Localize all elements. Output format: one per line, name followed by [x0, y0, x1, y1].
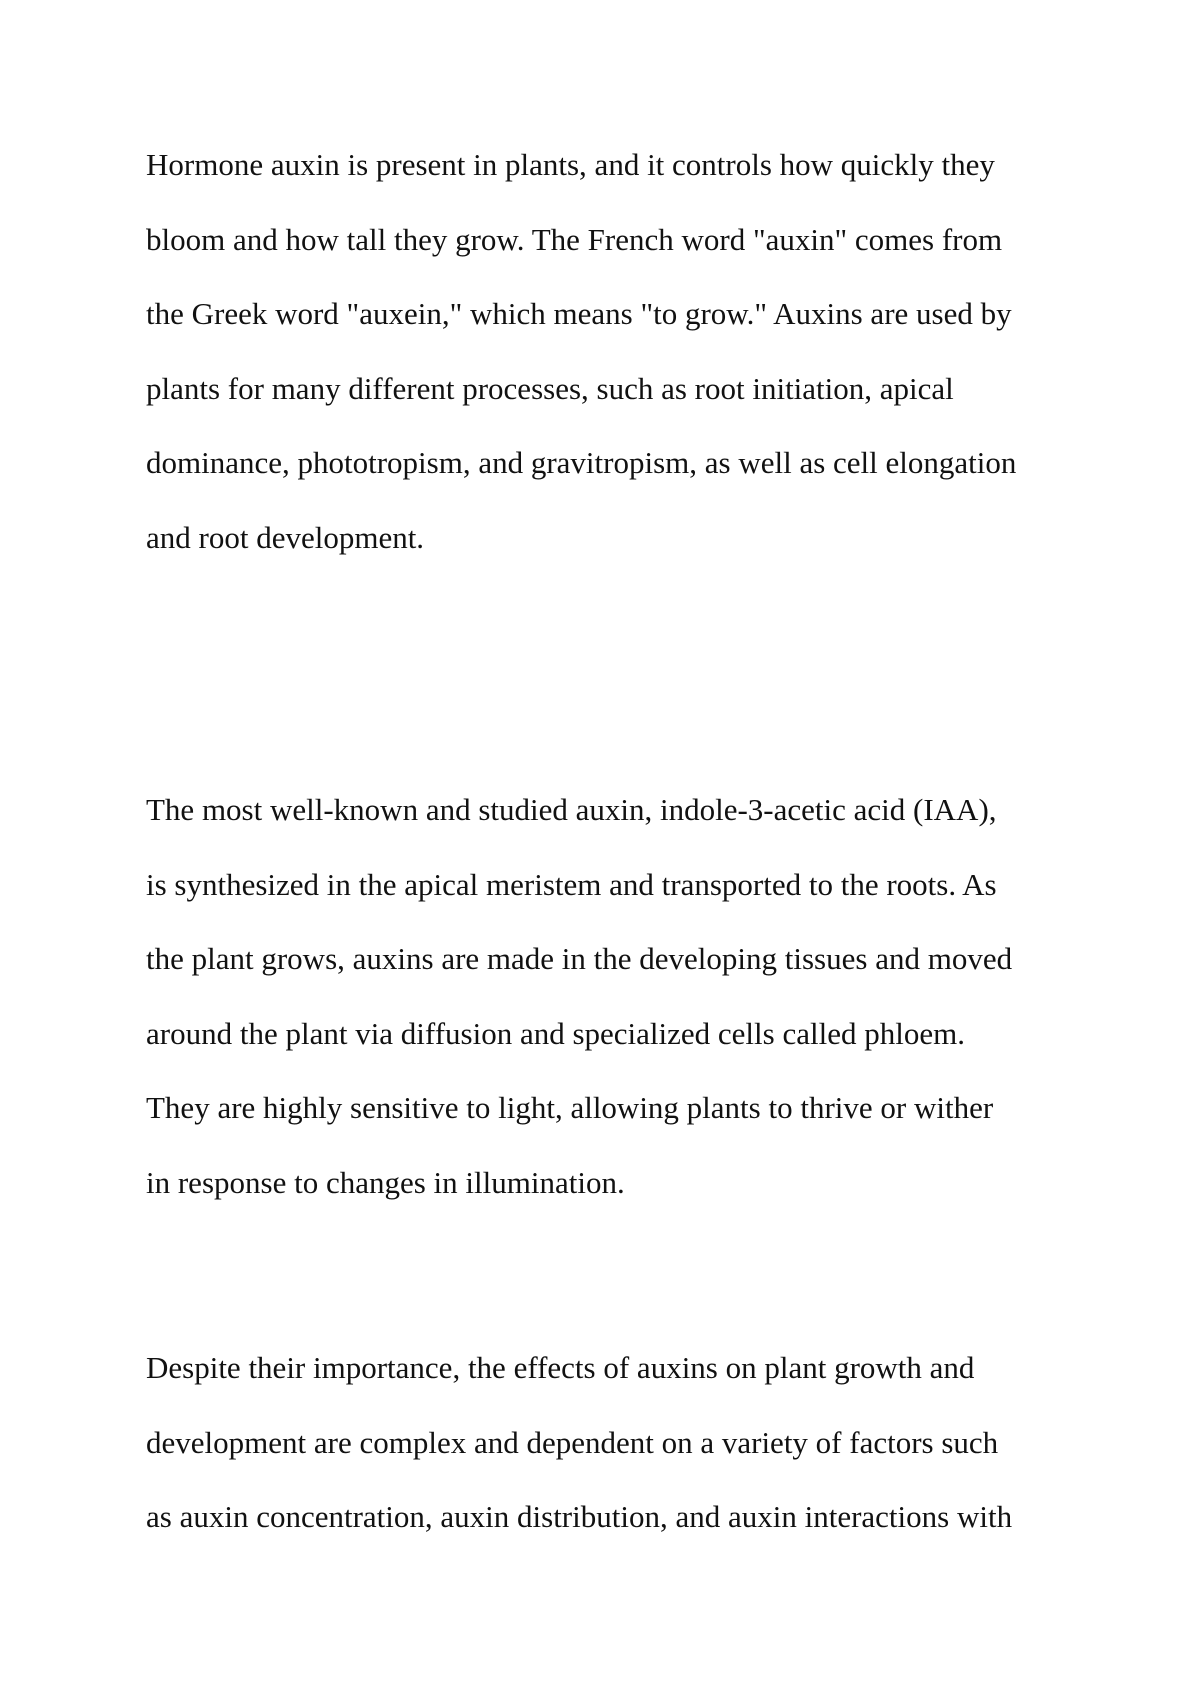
paragraph-3	[146, 1331, 1086, 1555]
paragraph-2	[146, 773, 1086, 1220]
paragraph-line: and root development.	[146, 519, 425, 555]
paragraph-line: plants for many different processes, such as root initiation, apical	[146, 370, 954, 406]
paragraph-line: dominance, phototropism, and gravitropism, as well as cell elongation	[146, 445, 1017, 480]
paragraph-1	[146, 128, 1086, 575]
paragraph-line: around the plant via diffusion and specialized cells called phloem.	[146, 1015, 965, 1051]
paragraph-line: They are highly sensitive to light, allowing plants to thrive or wither	[146, 1090, 994, 1125]
paragraph-line: Hormone auxin is present in plants, and it controls how quickly they	[146, 147, 995, 182]
paragraph-line: is synthesized in the apical meristem and transported to the roots. As	[146, 866, 997, 902]
paragraph-line: bloom and how tall they grow. The French word "auxin" comes from	[146, 221, 1003, 257]
paragraph-line: Despite their importance, the effects of auxins on plant growth and	[146, 1350, 975, 1385]
paragraph-line: The most well-known and studied auxin, indole-3-acetic acid (IAA),	[146, 792, 997, 827]
paragraph-line: the plant grows, auxins are made in the developing tissues and moved	[146, 941, 1013, 976]
paragraph-line: in response to changes in illumination.	[146, 1164, 625, 1200]
paragraph-line: as auxin concentration, auxin distribution, and auxin interactions with	[146, 1499, 1013, 1534]
paragraph-line: development are complex and dependent on a variety of factors such	[146, 1424, 999, 1460]
paragraph-line: the Greek word "auxein," which means "to grow." Auxins are used by	[146, 296, 1012, 331]
